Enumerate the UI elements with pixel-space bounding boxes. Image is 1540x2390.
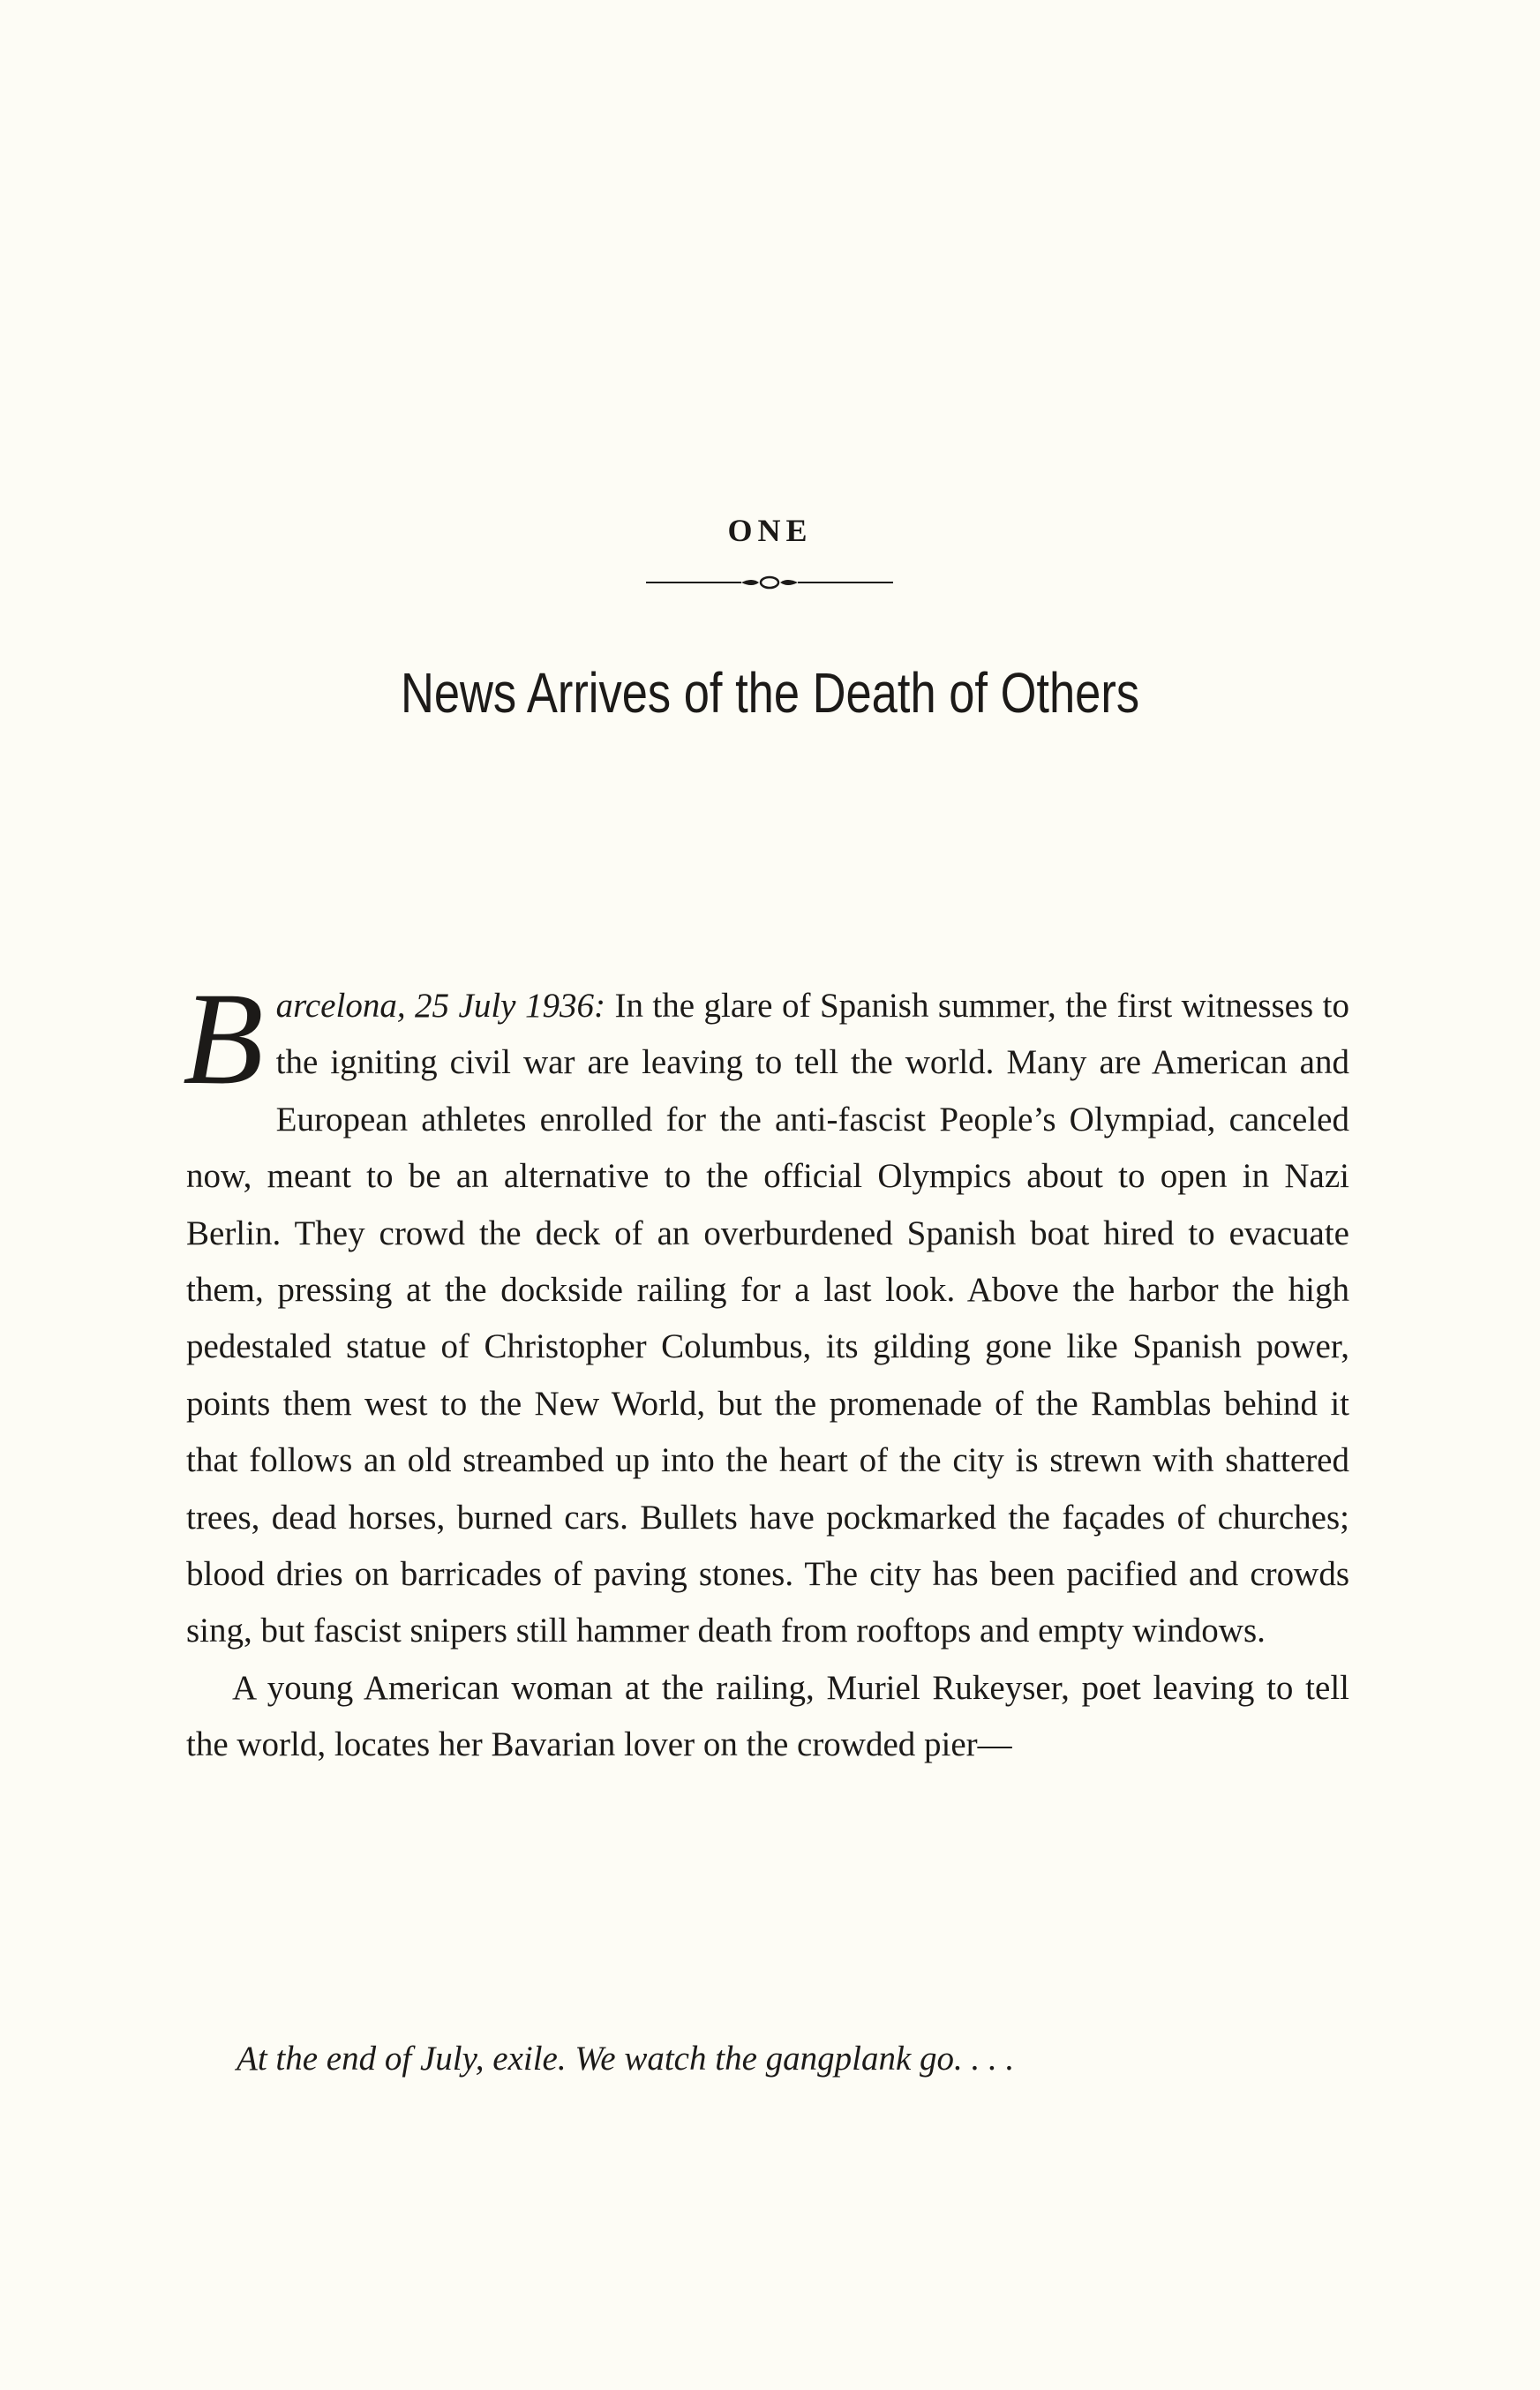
paragraph-text: In the glare of Spanish summer, the first witnesses to the igniting civil war are leaving to tell the world. Many are American and European athletes enrolled for the anti-fascist People’s Olympiad, canceled now, meant to be an alternative to the official Olympics about to open in Nazi Berlin. They crowd the deck of an overburdened Spanish boat hired to evacuate them, pressing at the dockside railing for a last look. Above the harbor the high pedestaled statue of Christopher Columbus, its gilding gone like Spanish power, points them west to the New World, but the promenade of the Ramblas behind it that follows an old streambed up into the heart of the city is strewn with shattered trees, dead horses, burned cars. Bullets have pockmarked the façades of churches; blood dries on barricades of paving stones. The city has been pacified and crowds sing, but fascist snipers still hammer death from rooftops and empty windows. <box>186 987 1349 1650</box>
ornament-divider-icon <box>646 572 893 593</box>
opening-paragraph <box>183 966 1349 1660</box>
verse-quote: At the end of July, exile. We watch the gangplank go. . . . <box>237 2040 1015 2078</box>
chapter-body <box>183 966 1349 1774</box>
chapter-title: News Arrives of the Death of Others <box>400 661 1140 725</box>
second-paragraph: A young American woman at the railing, Muriel Rukeyser, poet leaving to tell the world, locates her Bavarian lover on the crowded pier— <box>186 1668 1349 1764</box>
drop-cap: B <box>183 966 264 1112</box>
dateline: arcelona, 25 July 1936: <box>275 987 605 1025</box>
chapter-number: ONE <box>727 513 813 548</box>
